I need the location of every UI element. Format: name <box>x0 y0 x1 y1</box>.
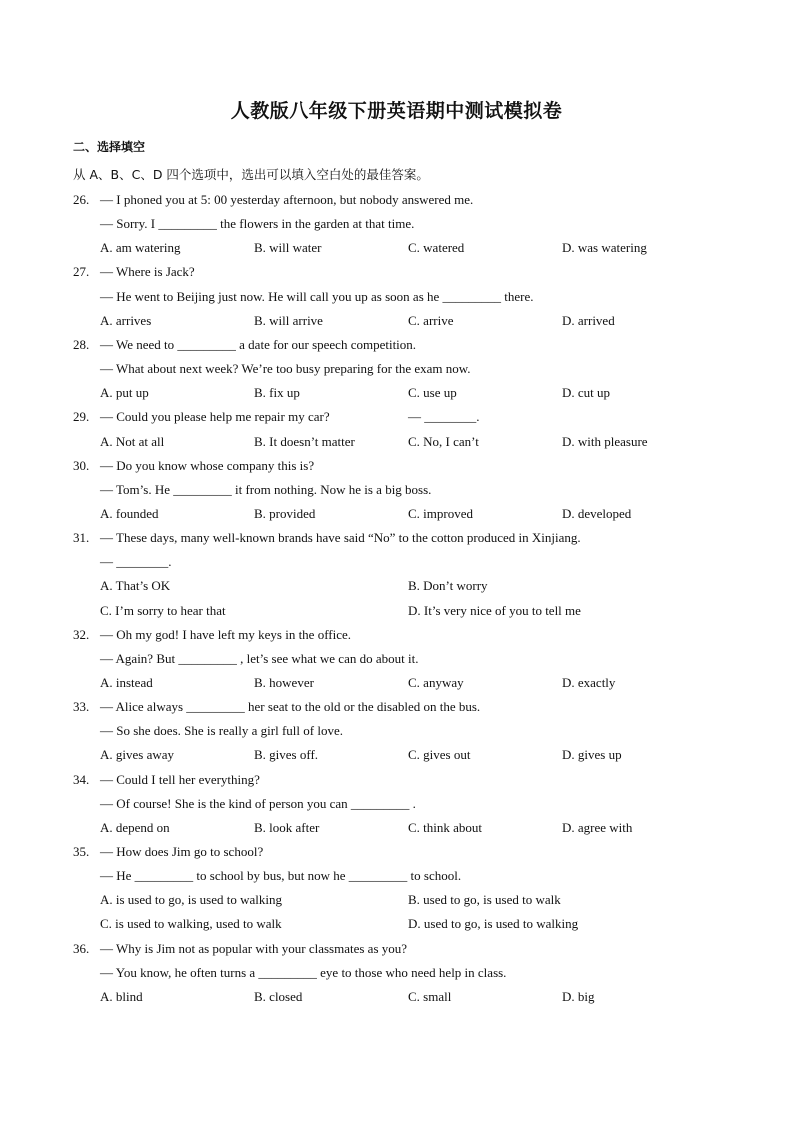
question-line: — These days, many well-known brands have said “No” to the cotton produced in Xinjiang. <box>100 530 581 545</box>
question-line: — Of course! She is the kind of person you can _________ . <box>100 796 416 811</box>
option-c: C. use up <box>408 385 457 400</box>
option-d: D. with pleasure <box>562 434 648 449</box>
option-a: A. depend on <box>100 820 170 835</box>
question-number: 26. <box>73 192 90 207</box>
question-line: — He went to Beijing just now. He will call you up as soon as he _________ there. <box>100 289 534 304</box>
option-d: D. was watering <box>562 240 647 255</box>
option-b: B. gives off. <box>254 747 319 762</box>
question-line: — Oh my god! I have left my keys in the office. <box>100 627 352 642</box>
option-c: C. watered <box>408 240 465 255</box>
question-line: — Sorry. I _________ the flowers in the garden at that time. <box>100 216 415 231</box>
option-d: D. gives up <box>562 747 622 762</box>
section-heading: 二、选择填空 <box>73 140 146 154</box>
option-d: D. agree with <box>562 820 633 835</box>
question-line: — Where is Jack? <box>100 264 195 279</box>
question-line: — What about next week? We’re too busy preparing for the exam now. <box>100 361 471 376</box>
question-line: — Could I tell her everything? <box>100 772 260 787</box>
option-a: A. gives away <box>100 747 175 762</box>
question-line: — You know, he often turns a _________ eye to those who need help in class. <box>100 965 507 980</box>
option-d: D. arrived <box>562 313 615 328</box>
question-line: — So she does. She is really a girl full of love. <box>100 723 343 738</box>
question-line: — Alice always _________ her seat to the old or the disabled on the bus. <box>100 699 481 714</box>
question-number: 36. <box>73 941 90 956</box>
question-line: — Do you know whose company this is? <box>100 458 315 473</box>
question-line: — I phoned you at 5: 00 yesterday afternoon, but nobody answered me. <box>100 192 474 207</box>
question-number: 35. <box>73 844 90 859</box>
option-c: C. is used to walking, used to walk <box>100 916 282 931</box>
option-c: C. gives out <box>408 747 471 762</box>
option-b: B. It doesn’t matter <box>254 434 355 449</box>
question-line: — Tom’s. He _________ it from nothing. Now he is a big boss. <box>100 482 432 497</box>
question-line: — He _________ to school by bus, but now he _________ to school. <box>100 868 462 883</box>
page-title: 人教版八年级下册英语期中测试模拟卷 <box>230 100 563 122</box>
option-a: A. am watering <box>100 240 181 255</box>
question-number: 27. <box>73 264 90 279</box>
question-line: — Could you please help me repair my car? <box>100 409 330 424</box>
question-number: 34. <box>73 772 90 787</box>
option-c: C. arrive <box>408 313 454 328</box>
option-b: B. look after <box>254 820 320 835</box>
question-number: 29. <box>73 409 90 424</box>
option-c: C. improved <box>408 506 473 521</box>
question-number: 31. <box>73 530 90 545</box>
option-d: D. It’s very nice of you to tell me <box>408 603 581 618</box>
question-number: 28. <box>73 337 90 352</box>
option-b: B. Don’t worry <box>408 578 488 593</box>
option-c: C. I’m sorry to hear that <box>100 603 226 618</box>
instruction-text: 从 A、B、C、D 四个选项中，选出可以填入空白处的最佳答案。 <box>73 167 429 182</box>
option-d: D. used to go, is used to walking <box>408 916 579 931</box>
option-d: D. cut up <box>562 385 611 400</box>
option-c: C. small <box>408 989 452 1004</box>
question-line: — We need to _________ a date for our speech competition. <box>100 337 417 352</box>
question-number: 30. <box>73 458 90 473</box>
question-line: — Why is Jim not as popular with your classmates as you? <box>100 941 408 956</box>
question-line: — ________. <box>408 409 480 424</box>
option-b: B. will arrive <box>254 313 323 328</box>
option-b: B. closed <box>254 989 303 1004</box>
question-line: — How does Jim go to school? <box>100 844 264 859</box>
option-a: A. blind <box>100 989 143 1004</box>
option-b: B. provided <box>254 506 316 521</box>
option-b: B. will water <box>254 240 322 255</box>
question-line: — Again? But _________ , let’s see what we can do about it. <box>100 651 419 666</box>
option-b: B. used to go, is used to walk <box>408 892 561 907</box>
option-a: A. is used to go, is used to walking <box>100 892 282 907</box>
option-c: C. anyway <box>408 675 464 690</box>
option-b: B. however <box>254 675 314 690</box>
question-line: — ________. <box>100 554 172 569</box>
option-a: A. That’s OK <box>100 578 171 593</box>
option-a: A. put up <box>100 385 149 400</box>
option-d: D. exactly <box>562 675 616 690</box>
option-d: D. big <box>562 989 595 1004</box>
question-number: 32. <box>73 627 90 642</box>
option-a: A. instead <box>100 675 153 690</box>
option-c: C. think about <box>408 820 483 835</box>
option-d: D. developed <box>562 506 632 521</box>
option-a: A. founded <box>100 506 159 521</box>
option-a: A. arrives <box>100 313 152 328</box>
option-a: A. Not at all <box>100 434 165 449</box>
option-c: C. No, I can’t <box>408 434 479 449</box>
option-b: B. fix up <box>254 385 300 400</box>
question-number: 33. <box>73 699 90 714</box>
